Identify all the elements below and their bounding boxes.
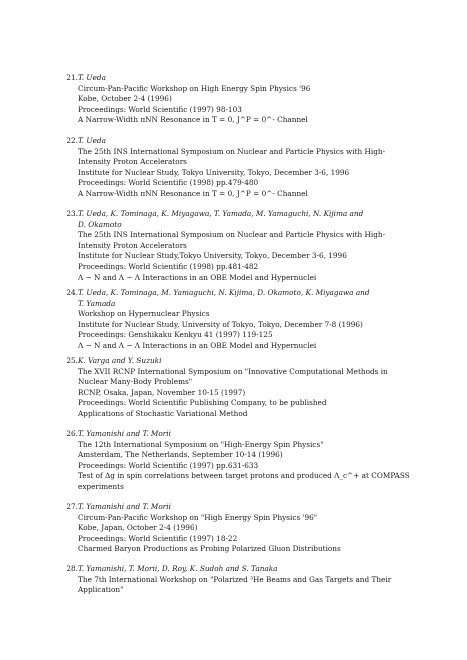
entry-line: Institute for Nuclear Study,Tokyo University, Tokyo, December 3-6, 1996 xyxy=(78,251,347,261)
entry-line: The 25th INS International Symposium on Nuclear and Particle Physics with High- xyxy=(78,230,386,240)
entry-number: 22. xyxy=(66,136,78,145)
entry-line: The 12th International Symposium on "High-Energy Spin Physics" xyxy=(78,439,324,449)
entry-number: 28. xyxy=(66,564,78,573)
entry-line: A Narrow-Width πNN Resonance in T = 0, J^P = 0^- Channel xyxy=(78,188,308,198)
entry-line: Test of Δg in spin correlations between target protons and produced Λ_c^+ at COMPASS xyxy=(78,471,410,481)
entry-line: Proceedings: World Scientific (1998) pp.481-482 xyxy=(78,261,259,271)
entry-number: 21. xyxy=(66,73,78,82)
entry-line: Proceedings: World Scientific (1997) 18-22 xyxy=(78,533,238,543)
entry-line: Proceedings: World Scientific (1997) 98-103 xyxy=(78,104,242,114)
entry-line: Application" xyxy=(78,585,124,595)
entry-line: Circum-Pan-Pacific Workshop on High Energy Spin Physics '96 xyxy=(78,83,311,93)
entry-number: 23. xyxy=(66,209,78,218)
entry-number: 26. xyxy=(66,429,78,438)
entry-line: Proceedings: World Scientific (1998) pp.479-480 xyxy=(78,178,259,188)
entry-line: Amsterdam, The Netherlands, September 10-14 (1996) xyxy=(78,450,283,460)
entry-line: Institute for Nuclear Study, Tokyo University, Tokyo, December 3-6, 1996 xyxy=(78,167,350,177)
entry-line: Kobe, Japan, October 2-4 (1996) xyxy=(78,523,198,533)
entry-line: Circum-Pan-Pacific Workshop on "High Energy Spin Physics '96" xyxy=(78,512,318,522)
entry-authors: T. Yamanishi and T. Morii xyxy=(78,429,171,438)
entry-line: Nuclear Many-Body Problems" xyxy=(78,377,193,387)
entry-line: Proceedings: World Scientific Publishing Company, to be published xyxy=(78,398,327,408)
entry-line: Λ − N and Λ − Λ Interactions in an OBE Model and Hypernuclei xyxy=(78,272,317,282)
entry-authors: T. Ueda xyxy=(78,136,106,145)
entry-line: experiments xyxy=(78,481,124,491)
entry-authors: T. Yamanishi and T. Morii xyxy=(78,502,171,511)
entry-line: Institute for Nuclear Study, University of Tokyo, Tokyo, December 7-8 (1996) xyxy=(78,319,363,329)
entry-authors: T. Yamanishi, T. Morii, D. Roy, K. Sudoh and S. Tanaka xyxy=(78,564,278,573)
entry-line: A Narrow-Width πNN Resonance in T = 0, J^P = 0^- Channel xyxy=(78,115,308,125)
entry-line: The 7th International Workshop on "Polarized ³He Beams and Gas Targets and Their xyxy=(78,574,392,584)
entry-line: Applications of Stochastic Variational Method xyxy=(78,408,248,418)
entry-authors: T. Ueda xyxy=(78,73,106,82)
entry-line: Λ − N and Λ − Λ Interactions in an OBE Model and Hypernuclei xyxy=(78,340,317,350)
entry-line: Proceedings: Genshikaku Kenkyu 41 (1997) 119-125 xyxy=(78,330,273,340)
entry-line: The 25th INS International Symposium on Nuclear and Particle Physics with High- xyxy=(78,146,386,156)
entry-line: The XVII RCNP International Symposium on "Innovative Computational Methods in xyxy=(78,366,388,376)
entry-line: Kobe, October 2-4 (1996) xyxy=(78,94,172,104)
entry-authors: T. Ueda, K. Tominaga, M. Yamaguchi, N. Kijima, D. Okamoto, K. Miyagawa and xyxy=(78,288,370,297)
entry-line: Workshop on Hypernuclear Physics xyxy=(78,309,210,319)
entry-number: 24. xyxy=(66,288,78,297)
entry-authors: T. Ueda, K. Tominaga, K. Miyagawa, T. Yamada, M. Yamaguchi, N. Kijima and xyxy=(78,209,364,218)
entry-authors: K. Varga and Y. Suzuki xyxy=(78,356,162,365)
entry-line: Proceedings: World Scientific (1997) pp.631-633 xyxy=(78,460,259,470)
entry-line: Intensity Proton Accelerators xyxy=(78,157,187,167)
entry-authors-continued: D. Okamoto xyxy=(78,219,122,229)
entry-line: RCNP, Osaka, Japan, November 10-15 (1997) xyxy=(78,387,246,397)
entry-number: 27. xyxy=(66,502,78,511)
entry-number: 25. xyxy=(66,356,78,365)
entry-line: Charmed Baryon Productions as Probing Polarized Gluon Distributions xyxy=(78,544,341,554)
entry-authors-continued: T. Yamada xyxy=(78,298,116,308)
entry-line: Intensity Proton Accelerators xyxy=(78,240,187,250)
